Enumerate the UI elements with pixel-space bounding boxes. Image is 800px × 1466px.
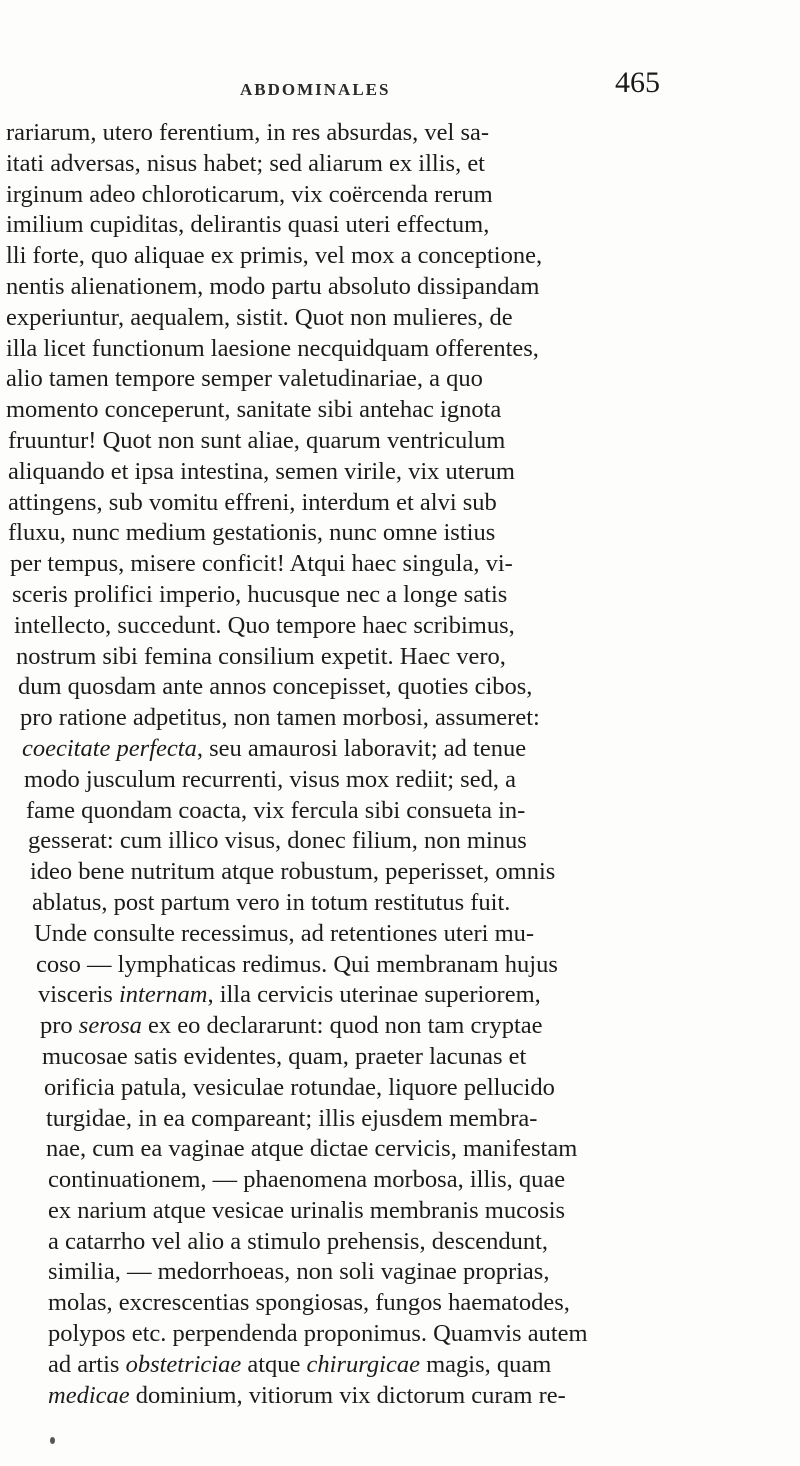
italic-term: coecitate perfecta	[22, 734, 197, 762]
text-line: a catarrho vel alio a stimulo prehensis, descendunt,	[48, 1227, 549, 1255]
italic-term: chirurgicae	[306, 1350, 420, 1378]
text-line: experiuntur, aequalem, sistit. Quot non mulieres, de	[6, 303, 513, 331]
text-line: alio tamen tempore semper valetudinariae, a quo	[6, 365, 483, 393]
text-line: gesserat: cum illico visus, donec filium, non minus	[28, 827, 527, 855]
italic-term: internam	[118, 981, 208, 1009]
italic-term: medicae	[48, 1381, 130, 1409]
text-line: visceris internam, illa cervicis uterinae superiorem,	[38, 981, 541, 1009]
text-line: ideo bene nutritum atque robustum, peperisset, omnis	[30, 858, 556, 886]
italic-term: serosa	[78, 1012, 142, 1040]
text-line: ex narium atque vesicae urinalis membranis mucosis	[48, 1196, 566, 1224]
text-line: orificia patula, vesiculae rotundae, liquore pellucido	[44, 1073, 555, 1101]
text-line: polypos etc. perpendenda proponimus. Quamvis autem	[48, 1320, 588, 1348]
text-line: fluxu, nunc medium gestationis, nunc omne istius	[8, 519, 496, 547]
text-line: rariarum, utero ferentium, in res absurdas, vel sa-	[6, 119, 490, 146]
text-line: coso — lymphaticas redimus. Qui membranam hujus	[36, 950, 558, 978]
text-line: modo jusculum recurrenti, visus mox rediit; sed, a	[24, 765, 516, 793]
page-number: 465	[615, 66, 660, 99]
text-line: ad artis obstetriciae atque chirurgicae magis, quam	[48, 1350, 552, 1378]
text-line: fruuntur! Quot non sunt aliae, quarum ventriculum	[8, 426, 506, 454]
text-line: fame quondam coacta, vix fercula sibi consueta in-	[26, 796, 526, 824]
text-line: continuationem, — phaenomena morbosa, illis, quae	[48, 1166, 566, 1194]
text-line: pro ratione adpetitus, non tamen morbosi, assumeret:	[20, 704, 540, 732]
running-head: ABDOMINALES	[240, 80, 391, 99]
ink-speck	[50, 1437, 55, 1444]
text-line: Unde consulte recessimus, ad retentiones uteri mu-	[34, 919, 535, 947]
text-line: nostrum sibi femina consilium expetit. Haec vero,	[16, 642, 506, 670]
text-line: irginum adeo chloroticarum, vix coërcenda rerum	[6, 180, 493, 208]
text-line: per tempus, misere conficit! Atqui haec singula, vi-	[10, 550, 513, 578]
text-line: sceris prolifici imperio, hucusque nec a longe satis	[12, 580, 508, 608]
text-line: illa licet functionum laesione necquidquam offerentes,	[6, 334, 539, 362]
italic-term: obstetriciae	[125, 1350, 242, 1378]
text-line: turgidae, in ea compareant; illis ejusdem membra-	[46, 1104, 538, 1132]
text-line: attingens, sub vomitu effreni, interdum et alvi sub	[8, 488, 497, 516]
text-line: nae, cum ea vaginae atque dictae cervicis, manifestam	[46, 1135, 578, 1163]
text-line: imilium cupiditas, delirantis quasi uteri effectum,	[6, 211, 490, 239]
text-line: medicae dominium, vitiorum vix dictorum curam re-	[48, 1381, 566, 1409]
text-line: nentis alienationem, modo partu absoluto dissipandam	[6, 272, 540, 300]
body-text	[6, 118, 788, 1411]
text-line: coecitate perfecta, seu amaurosi laboravit; ad tenue	[22, 734, 527, 762]
text-line: dum quosdam ante annos concepisset, quoties cibos,	[18, 673, 533, 701]
text-line: intellecto, succedunt. Quo tempore haec scribimus,	[14, 611, 515, 639]
text-line: molas, excrescentias spongiosas, fungos haematodes,	[48, 1289, 570, 1317]
text-line: similia, — medorrhoeas, non soli vaginae proprias,	[48, 1258, 550, 1286]
text-line: lli forte, quo aliquae ex primis, vel mox a conceptione,	[6, 242, 543, 270]
text-line: mucosae satis evidentes, quam, praeter lacunas et	[42, 1042, 527, 1070]
text-line: itati adversas, nisus habet; sed aliarum ex illis, et	[6, 149, 485, 177]
text-line: aliquando et ipsa intestina, semen virile, vix uterum	[8, 457, 515, 485]
text-line: momento conceperunt, sanitate sibi antehac ignota	[6, 396, 502, 424]
page-header	[240, 66, 660, 112]
text-line: ablatus, post partum vero in totum restitutus fuit.	[32, 888, 511, 916]
text-line: pro serosa ex eo declararunt: quod non tam cryptae	[40, 1012, 543, 1040]
